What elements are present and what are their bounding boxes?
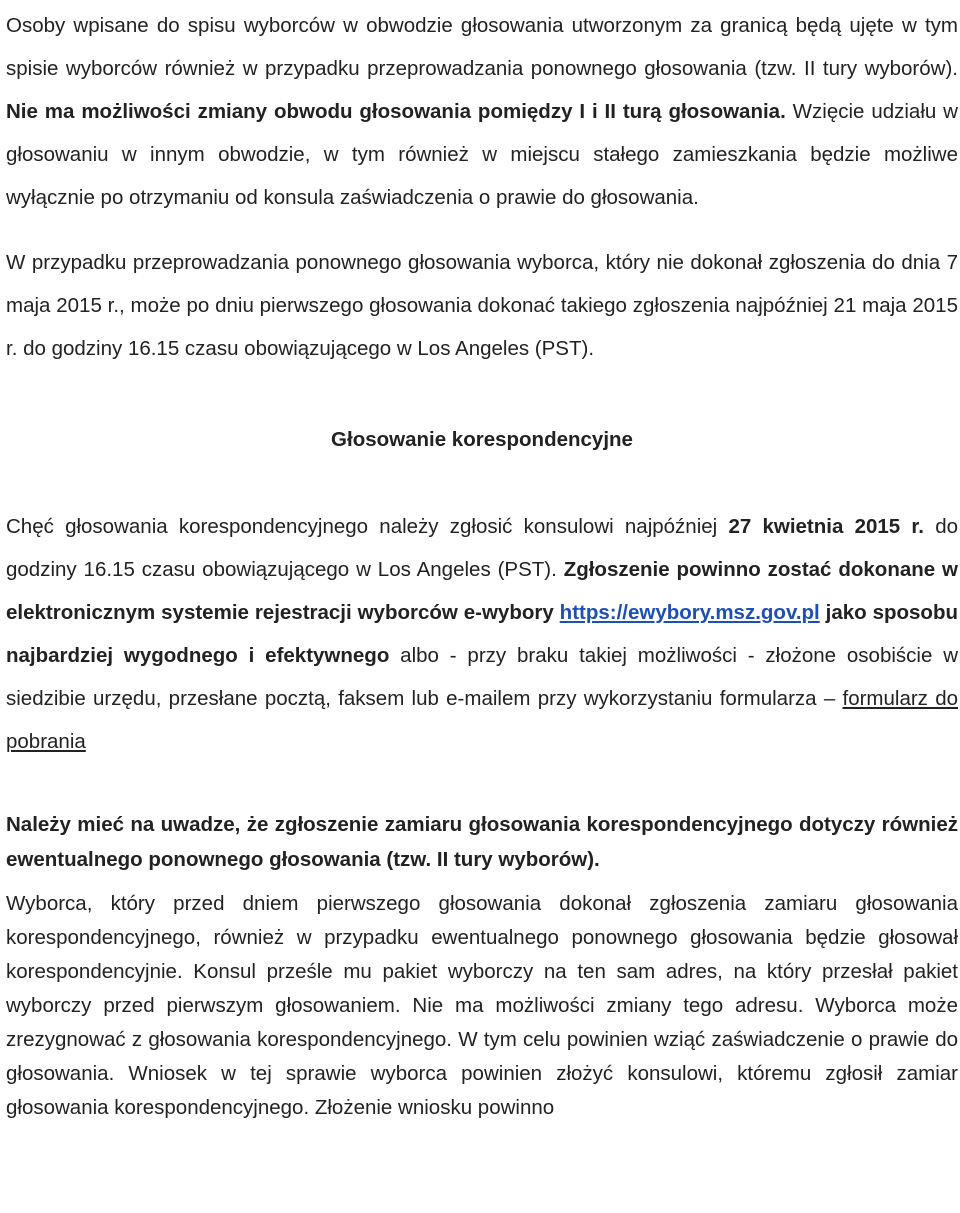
paragraph-second-round: Wyborca, który przed dniem pierwszego głosowania dokonał zgłoszenia zamiaru głosowania korespondencyjnego, również w przypadku ewentualnego ponownego głosowania będzie głosował korespondencyjnie. Konsul prześle mu pakiet wyborczy na ten sam adres, na który przesłał pakiet wyborczy przed pierwszym głosowaniem. Nie ma możliwości zmiany tego adresu. Wyborca może zrezygnować z głosowania korespondencyjnego. W tym celu powinien wziąć zaświadczenie o prawie do głosowania. Wniosek w tej sprawie wyborca powinien złożyć konsulowi, któremu zgłosił zamiar głosowania korespondencyjnego. Złożenie wniosku powinno xyxy=(6,892,958,1119)
document-page xyxy=(6,0,958,1125)
bold-preferred-method: jako sposobu najbardziej wygodnego i efektywnego xyxy=(6,601,959,667)
paragraph-text: do godziny 16.15 czasu obowiązującego w Los Angeles (PST). xyxy=(6,515,958,581)
section-heading: Głosowanie korespondencyjne xyxy=(331,428,633,451)
paragraph-text: Osoby wpisane do spisu wyborców w obwodzie głosowania utworzonym za granicą będą ujęte w tym spisie wyborców również w przypadku przeprowadzania ponownego głosowania (tzw. II tury wyborów). xyxy=(6,14,958,80)
paragraph-text: albo - przy braku takiej możliwości - złożone osobiście w siedzibie urzędu, przesłane pocztą, faksem lub e-mailem przy wykorzystaniu formularza – xyxy=(6,644,958,710)
deadline-date: 27 kwietnia 2015 r. xyxy=(728,515,924,538)
paragraph-spis-wyborcow xyxy=(6,4,958,219)
bold-notice-no-change: Nie ma możliwości zmiany obwodu głosowania pomiędzy I i II turą głosowania. xyxy=(6,100,786,123)
paragraph-korespondencyjne xyxy=(6,505,958,763)
ewybory-link[interactable]: https://ewybory.msz.gov.pl xyxy=(559,601,820,624)
paragraph-text: , może po dniu pierwszego głosowania dokonać takiego zgłoszenia najpóźniej 21 maja 2015 r. do godziny 16.15 czasu obowiązującego w Los Angeles (PST). xyxy=(6,294,958,360)
paragraph-bold-warning: Należy mieć na uwadze, że zgłoszenie zamiaru głosowania korespondencyjnego dotyczy również ewentualnego ponownego głosowania (tzw. II tury wyborów). xyxy=(6,813,958,871)
form-download-link[interactable]: formularz do pobrania xyxy=(6,687,959,753)
paragraph-text: W przypadku przeprowadzania ponownego głosowania wyborca, który nie dokonał zgłoszenia do dnia 7 maja 2015 r. xyxy=(6,251,958,317)
bold-ewybory-notice: Zgłoszenie powinno zostać dokonane w elektronicznym systemie rejestracji wyborców e-wybory xyxy=(6,558,958,624)
paragraph-text: Chęć głosowania korespondencyjnego należy zgłosić konsulowi najpóźniej xyxy=(6,515,729,538)
paragraph-text: Wzięcie udziału w głosowaniu w innym obwodzie, w tym również w miejscu stałego zamieszkania będzie możliwe wyłącznie po otrzymaniu od konsula zaświadczenia o prawie do głosowania. xyxy=(6,100,958,209)
paragraph-ponowne-glosowanie xyxy=(6,241,958,370)
